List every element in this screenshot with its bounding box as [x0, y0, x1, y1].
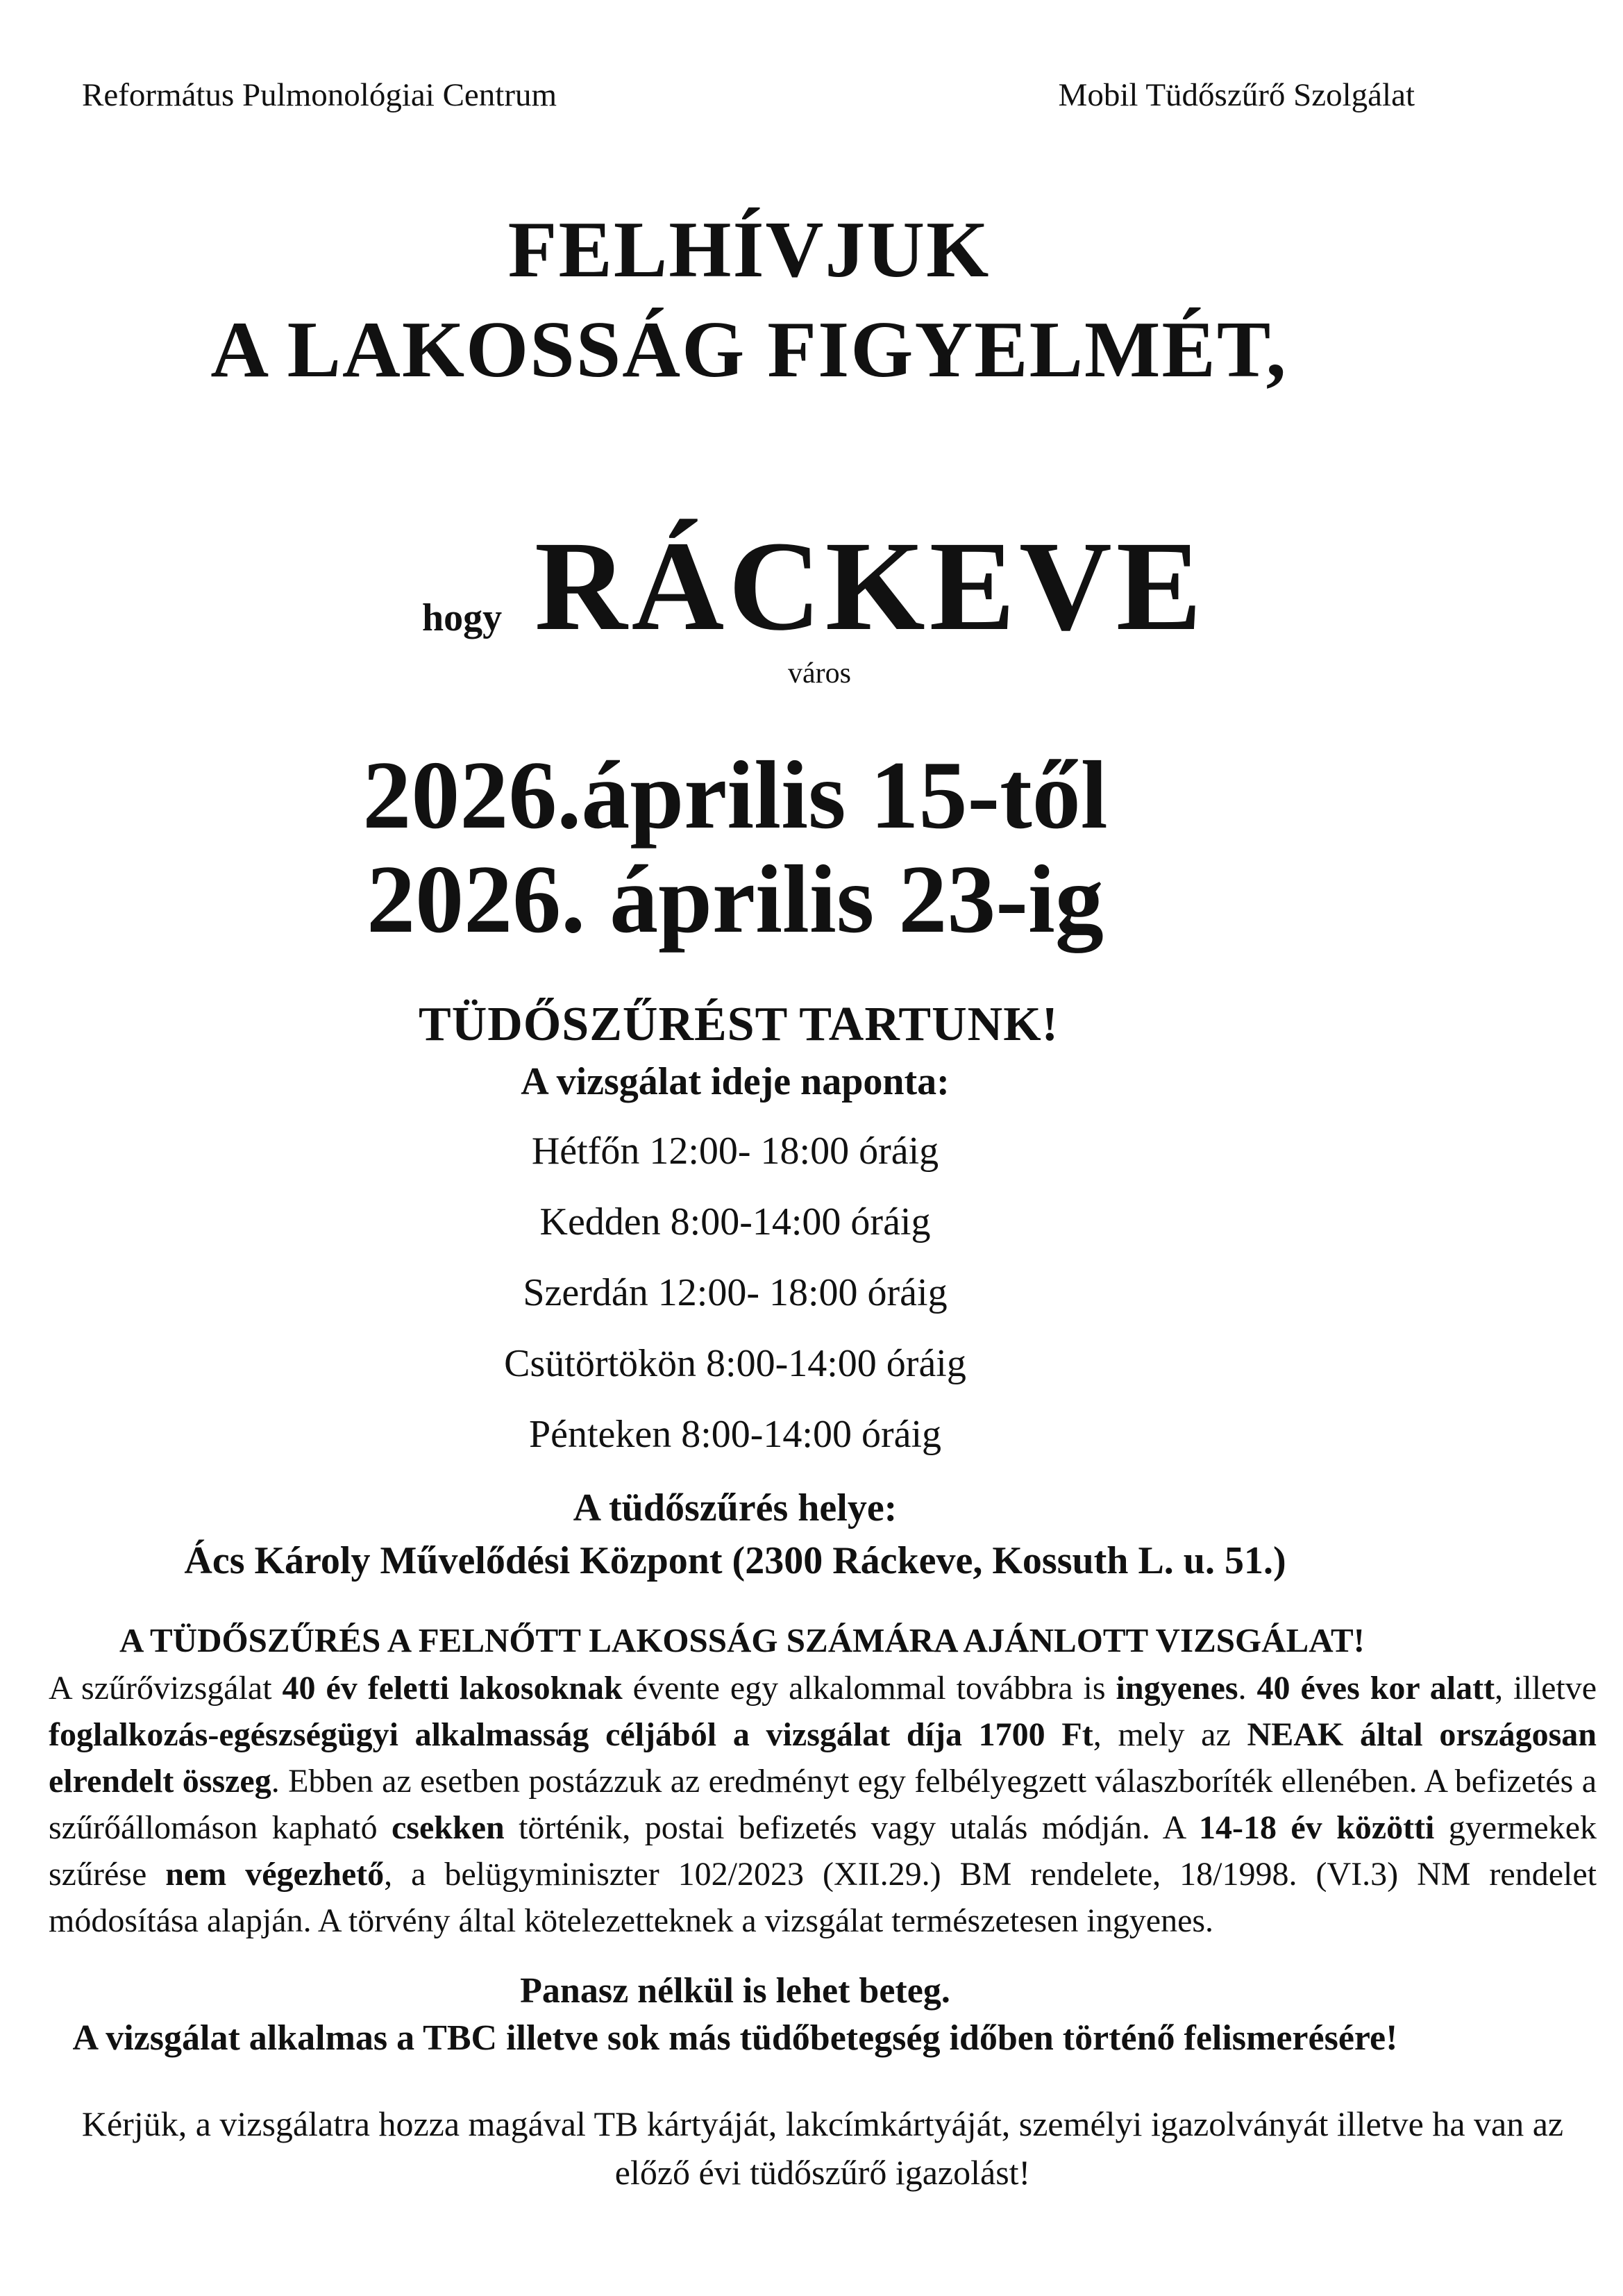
- info-text-part: foglalkozás-egészségügyi alkalmasság céljából a vizsgálat díja 1700 Ft: [49, 1716, 1093, 1753]
- info-text-part: NEAK által országosan elrendelt összeg: [49, 1716, 1597, 1800]
- city-name: RÁCKEVE: [535, 515, 1206, 657]
- location-label: A tüdőszűrés helye:: [573, 1486, 898, 1530]
- info-text-part: . Ebben az esetben postázzuk az eredményt egy felbélyegzett válaszboríték ellenében. A befizetés a szűrőállomáson kapható: [49, 1763, 1597, 1846]
- schedule-friday: Pénteken 8:00-14:00 óráig: [528, 1413, 942, 1456]
- schedule-wednesday: Szerdán 12:00- 18:00 óráig: [523, 1271, 948, 1314]
- request-text: Kérjük, a vizsgálatra hozza magával TB kártyáját, lakcímkártyáját, személyi igazolványát illetve ha van az előző évi tüdőszűrő igazolást!: [81, 2104, 1564, 2192]
- info-text-part: ingyenes: [1116, 1670, 1238, 1707]
- info-text-part: 14-18 év közötti: [1198, 1809, 1435, 1846]
- screening-headline: TÜDŐSZŰRÉST TARTUNK!: [419, 998, 1059, 1051]
- schedule-tuesday: Kedden 8:00-14:00 óráig: [539, 1200, 931, 1243]
- title-line-1: FELHÍVJUK: [507, 206, 991, 294]
- info-text-part: csekken: [392, 1809, 505, 1846]
- info-title: A TÜDŐSZŰRÉS A FELNŐTT LAKOSSÁG SZÁMÁRA AJÁNLOTT VIZSGÁLAT!: [119, 1621, 1365, 1659]
- date-from: 2026.április 15-től: [362, 741, 1108, 849]
- info-paragraph: [49, 1665, 1597, 1944]
- info-text-part: , illetve: [1495, 1670, 1597, 1707]
- info-text-part: A szűrővizsgálat: [49, 1670, 283, 1707]
- date-to: 2026. április 23-ig: [367, 846, 1104, 953]
- closing-line-1: Panasz nélkül is lehet beteg.: [520, 1971, 950, 2011]
- location-address: Ács Károly Művelődési Központ (2300 Ráckeve, Kossuth L. u. 51.): [184, 1539, 1286, 1582]
- header-organization: Református Pulmonológiai Centrum: [82, 77, 557, 113]
- info-text-part: 40 év feletti lakosoknak: [282, 1670, 623, 1707]
- info-text-part: .: [1238, 1670, 1257, 1707]
- schedule-monday: Hétfőn 12:00- 18:00 óráig: [531, 1130, 939, 1173]
- info-text-part: történik, postai befizetés vagy utalás módján. A: [504, 1809, 1199, 1846]
- closing-line-2: A vizsgálat alkalmas a TBC illetve sok más tüdőbetegség időben történő felismerésére!: [72, 2018, 1398, 2058]
- title-line-2: A LAKOSSÁG FIGYELMÉT,: [210, 305, 1288, 394]
- exam-time-label: A vizsgálat ideje naponta:: [521, 1060, 950, 1103]
- varos-word: város: [788, 657, 851, 689]
- info-text-part: nem végezhető: [165, 1856, 385, 1893]
- hogy-word: hogy: [422, 596, 503, 639]
- info-text-part: , mely az: [1093, 1716, 1247, 1753]
- info-text-part: gyermekek szűrése: [49, 1809, 1597, 1893]
- info-text-part: , a belügyminiszter 102/2023 (XII.29.) BM rendelete, 18/1998. (VI.3) NM rendelet módosítása alapján. A törvény által kötelezetteknek a vizsgálat természetesen ingyenes.: [49, 1856, 1597, 1939]
- info-text-part: 40 éves kor alatt: [1256, 1670, 1495, 1707]
- info-text-part: évente egy alkalommal továbbra is: [622, 1670, 1116, 1707]
- schedule-thursday: Csütörtökön 8:00-14:00 óráig: [504, 1342, 966, 1385]
- header-service: Mobil Tüdőszűrő Szolgálat: [1058, 77, 1415, 113]
